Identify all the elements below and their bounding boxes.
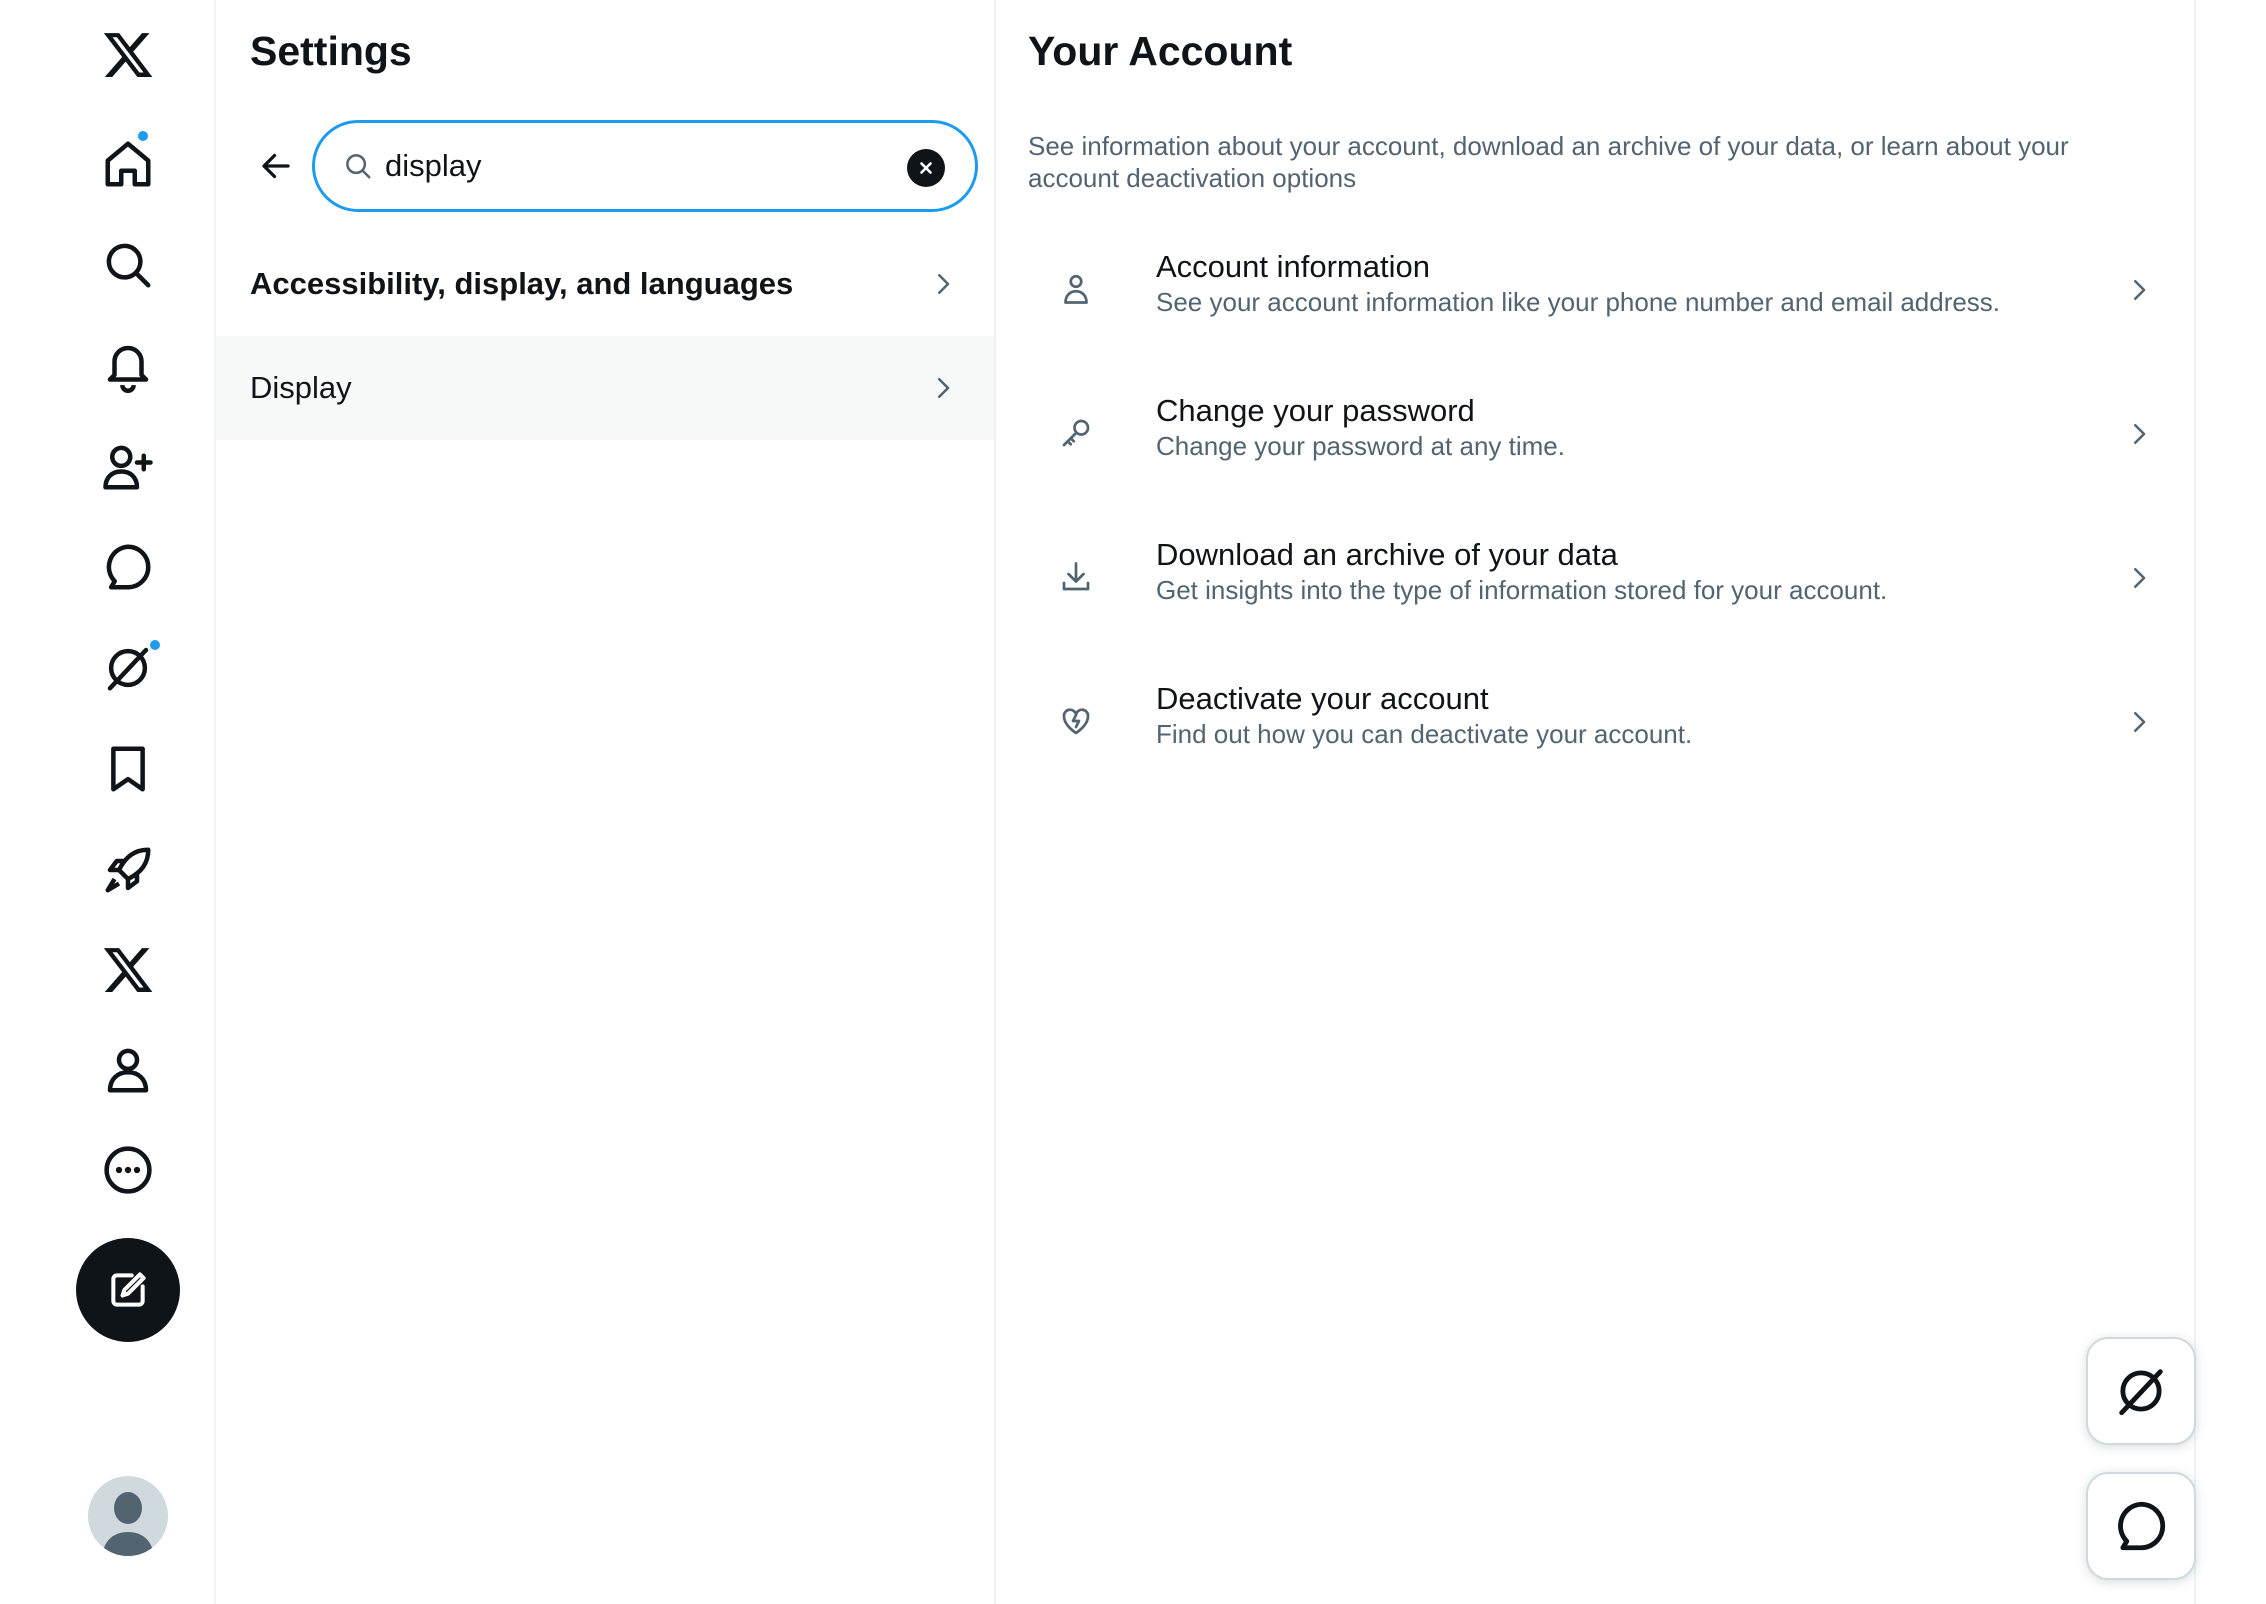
- search-result-label: Display: [250, 370, 352, 405]
- chat-icon: [2112, 1497, 2170, 1555]
- option-subtitle: Change your password at any time.: [1156, 431, 1565, 461]
- account-title: Your Account: [1028, 28, 1293, 74]
- compose-icon: [106, 1268, 150, 1312]
- notification-badge: [136, 129, 150, 143]
- notification-badge: [148, 638, 162, 652]
- messages-float-button[interactable]: [2086, 1472, 2196, 1580]
- download-icon: [1058, 559, 1094, 595]
- settings-panel: [216, 0, 996, 1604]
- profile-icon[interactable]: [78, 1020, 178, 1120]
- settings-title: Settings: [250, 28, 412, 74]
- settings-search-input[interactable]: [385, 148, 885, 184]
- avatar[interactable]: [88, 1476, 168, 1556]
- broken-heart-icon: [1058, 703, 1094, 739]
- search-result-label: Accessibility, display, and languages: [250, 266, 794, 301]
- chevron-right-icon: [928, 373, 958, 403]
- option-download-archive[interactable]: [996, 513, 2194, 643]
- account-panel: [996, 0, 2196, 1604]
- option-deactivate-account[interactable]: [996, 657, 2194, 787]
- default-avatar-icon: [88, 1476, 168, 1556]
- search-icon[interactable]: [78, 215, 178, 315]
- grok-icon[interactable]: [78, 618, 178, 718]
- option-subtitle: See your account information like your phone number and email address.: [1156, 287, 2001, 317]
- bell-icon[interactable]: [78, 316, 178, 416]
- option-subtitle: Get insights into the type of information stored for your account.: [1156, 575, 1888, 605]
- bookmark-icon[interactable]: [78, 719, 178, 819]
- message-icon[interactable]: [78, 517, 178, 617]
- compose-button[interactable]: [76, 1238, 180, 1342]
- chevron-right-icon: [2124, 707, 2154, 737]
- person-icon: [1058, 271, 1094, 307]
- search-result-accessibility[interactable]: [216, 236, 994, 332]
- settings-search-box[interactable]: [312, 120, 978, 212]
- chevron-right-icon: [2124, 563, 2154, 593]
- option-account-information[interactable]: [996, 225, 2194, 355]
- clear-search-button[interactable]: [907, 149, 945, 187]
- follow-icon[interactable]: [78, 417, 178, 517]
- option-title: Change your password: [1156, 393, 1475, 428]
- grok-icon: [2112, 1362, 2170, 1420]
- arrow-left-icon: [258, 148, 294, 184]
- option-title: Deactivate your account: [1156, 681, 1489, 716]
- search-result-display[interactable]: [216, 336, 994, 440]
- option-title: Download an archive of your data: [1156, 537, 1618, 572]
- account-description: See information about your account, download an archive of your data, or learn about your account deactivation options: [1028, 131, 2069, 193]
- x-logo-icon[interactable]: [78, 5, 178, 105]
- home-icon[interactable]: [78, 114, 178, 214]
- key-icon: [1058, 415, 1094, 451]
- rocket-icon[interactable]: [78, 820, 178, 920]
- chevron-right-icon: [928, 269, 958, 299]
- option-subtitle: Find out how you can deactivate your account.: [1156, 719, 1693, 749]
- chevron-right-icon: [2124, 419, 2154, 449]
- chevron-right-icon: [2124, 275, 2154, 305]
- more-icon[interactable]: [78, 1120, 178, 1220]
- option-change-password[interactable]: [996, 369, 2194, 499]
- x-premium-icon[interactable]: [78, 920, 178, 1020]
- search-icon: [343, 151, 373, 181]
- primary-nav: [0, 0, 216, 1604]
- back-button[interactable]: [246, 136, 306, 196]
- grok-float-button[interactable]: [2086, 1337, 2196, 1445]
- option-title: Account information: [1156, 249, 1430, 284]
- close-icon: [917, 159, 935, 177]
